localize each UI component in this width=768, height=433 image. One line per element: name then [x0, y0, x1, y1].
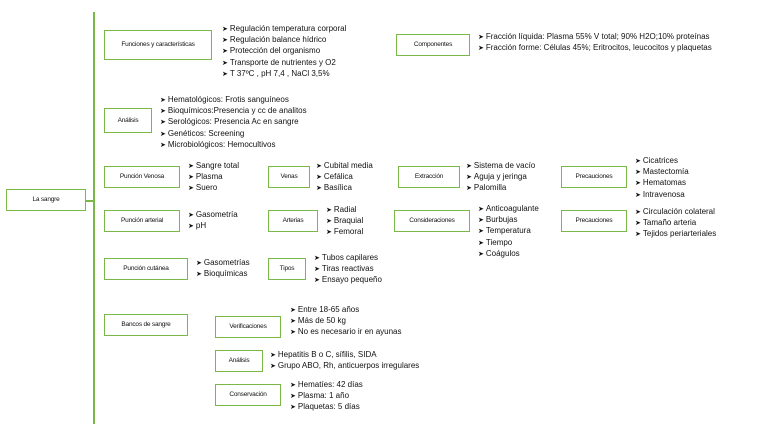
puncion-cutanea-list [196, 258, 250, 280]
funciones-label: Funciones y características [121, 41, 195, 49]
tipos-label: Tipos [279, 265, 295, 273]
conservacion-list [290, 380, 363, 414]
venas-list [316, 161, 373, 195]
precauciones-venosa-node [561, 166, 627, 188]
list-item: ➤ Braquial [326, 216, 363, 227]
list-item: ➤ Ensayo pequeño [314, 275, 382, 286]
list-item: ➤ Transporte de nutrientes y O2 [222, 58, 346, 69]
root-label: La sangre [32, 196, 60, 204]
list-item: ➤ Hematíes: 42 días [290, 380, 363, 391]
componentes-label: Componentes [413, 41, 453, 49]
list-item: ➤ pH [188, 221, 238, 232]
arterias-list [326, 205, 363, 239]
conservacion-node [215, 384, 281, 406]
list-item: ➤ T 37ºC , pH 7,4 , NaCl 3,5% [222, 69, 346, 80]
list-item: ➤ Cicatrices [635, 156, 689, 167]
list-item: ➤ Circulación colateral [635, 207, 716, 218]
list-item: ➤ Regulación temperatura corporal [222, 24, 346, 35]
bancos-analisis-list [270, 350, 419, 372]
extraccion-list [466, 161, 535, 195]
list-item: ➤ Microbiológicos: Hemocultivos [160, 140, 307, 151]
list-item: ➤ Tejidos periarteriales [635, 229, 716, 240]
tipos-node [268, 258, 306, 280]
precauciones-arterial-node [561, 210, 627, 232]
puncion-venosa-list [188, 161, 239, 195]
list-item: ➤ Palomilla [466, 183, 535, 194]
consideraciones-node [394, 210, 470, 232]
list-item: ➤ Hematológicos: Frotis sanguíneos [160, 95, 307, 106]
list-item: ➤ Grupo ABO, Rh, anticuerpos irregulares [270, 361, 419, 372]
list-item: ➤ Burbujas [478, 215, 539, 226]
list-item: ➤ Sangre total [188, 161, 239, 172]
analisis-node [104, 108, 152, 133]
list-item: ➤ Tiras reactivas [314, 264, 382, 275]
consideraciones-label: Consideraciones [409, 217, 455, 225]
funciones-list [222, 24, 346, 80]
list-item: ➤ Basílica [316, 183, 373, 194]
list-item: ➤ Regulación balance hídrico [222, 35, 346, 46]
bancos-node [104, 314, 188, 336]
list-item: ➤ Tamaño arteria [635, 218, 716, 229]
list-item: ➤ Temperatura [478, 226, 539, 237]
bancos-label: Bancos de sangre [121, 321, 171, 329]
list-item: ➤ Cubital media [316, 161, 373, 172]
componentes-list [478, 32, 712, 54]
puncion-venosa-node [104, 166, 180, 188]
bancos-analisis-node [215, 350, 263, 372]
list-item: ➤ Radial [326, 205, 363, 216]
list-item: ➤ No es necesario ir en ayunas [290, 327, 402, 338]
puncion-arterial-list [188, 210, 238, 232]
tipos-list [314, 253, 382, 287]
root-node [6, 189, 86, 211]
list-item: ➤ Sistema de vacío [466, 161, 535, 172]
list-item: ➤ Cefálica [316, 172, 373, 183]
list-item: ➤ Tiempo [478, 238, 539, 249]
verificaciones-list [290, 305, 402, 339]
puncion-venosa-label: Punción Venosa [119, 173, 165, 181]
list-item: ➤ Mastectomía [635, 167, 689, 178]
bancos-analisis-label: Análisis [228, 357, 250, 365]
list-item: ➤ Plasma [188, 172, 239, 183]
verificaciones-node [215, 316, 281, 338]
arterias-node [268, 210, 318, 232]
precauciones-arterial-list [635, 207, 716, 241]
arterias-label: Arterias [282, 217, 304, 225]
extraccion-label: Extracción [414, 173, 444, 181]
venas-node [268, 166, 310, 188]
list-item: ➤ Plaquetas: 5 días [290, 402, 363, 413]
list-item: ➤ Femoral [326, 227, 363, 238]
list-item: ➤ Bioquímicos:Presencia y cc de analitos [160, 106, 307, 117]
precauciones-venosa-list [635, 156, 689, 201]
list-item: ➤ Fracción líquida: Plasma 55% V total; 90% H2O;10% proteínas [478, 32, 712, 43]
list-item: ➤ Tubos capilares [314, 253, 382, 264]
puncion-arterial-label: Punción arterial [121, 217, 163, 225]
list-item: ➤ Bioquímicas [196, 269, 250, 280]
list-item: ➤ Suero [188, 183, 239, 194]
list-item: ➤ Gasometría [188, 210, 238, 221]
analisis-list [160, 95, 307, 151]
puncion-cutanea-node [104, 258, 188, 280]
puncion-arterial-node [104, 210, 180, 232]
list-item: ➤ Serológicos: Presencia Ac en sangre [160, 117, 307, 128]
list-item: ➤ Fracción forme: Células 45%; Eritrocitos, leucocitos y plaquetas [478, 43, 712, 54]
analisis-label: Análisis [117, 116, 139, 124]
list-item: ➤ Plasma: 1 año [290, 391, 363, 402]
main-vertical-line [93, 12, 95, 424]
list-item: ➤ Hematomas [635, 178, 689, 189]
puncion-cutanea-label: Punción cutánea [123, 265, 169, 273]
list-item: ➤ Hepatitis B o C, sífilis, SIDA [270, 350, 419, 361]
list-item: ➤ Aguja y jeringa [466, 172, 535, 183]
list-item: ➤ Entre 18-65 años [290, 305, 402, 316]
verificaciones-label: Verificaciones [229, 323, 267, 331]
root-connector [86, 200, 94, 202]
list-item: ➤ Intravenosa [635, 190, 689, 201]
extraccion-node [398, 166, 460, 188]
list-item: ➤ Más de 50 kg [290, 316, 402, 327]
list-item: ➤ Coágulos [478, 249, 539, 260]
precauciones-venosa-label: Precauciones [575, 173, 613, 181]
funciones-node [104, 30, 212, 60]
consideraciones-list [478, 204, 539, 260]
list-item: ➤ Gasometrías [196, 258, 250, 269]
list-item: ➤ Anticoagulante [478, 204, 539, 215]
list-item: ➤ Protección del organismo [222, 46, 346, 57]
venas-label: Venas [280, 173, 298, 181]
componentes-node [396, 34, 470, 56]
precauciones-arterial-label: Precauciones [575, 217, 613, 225]
conservacion-label: Conservación [229, 391, 267, 399]
list-item: ➤ Genéticos: Screening [160, 129, 307, 140]
